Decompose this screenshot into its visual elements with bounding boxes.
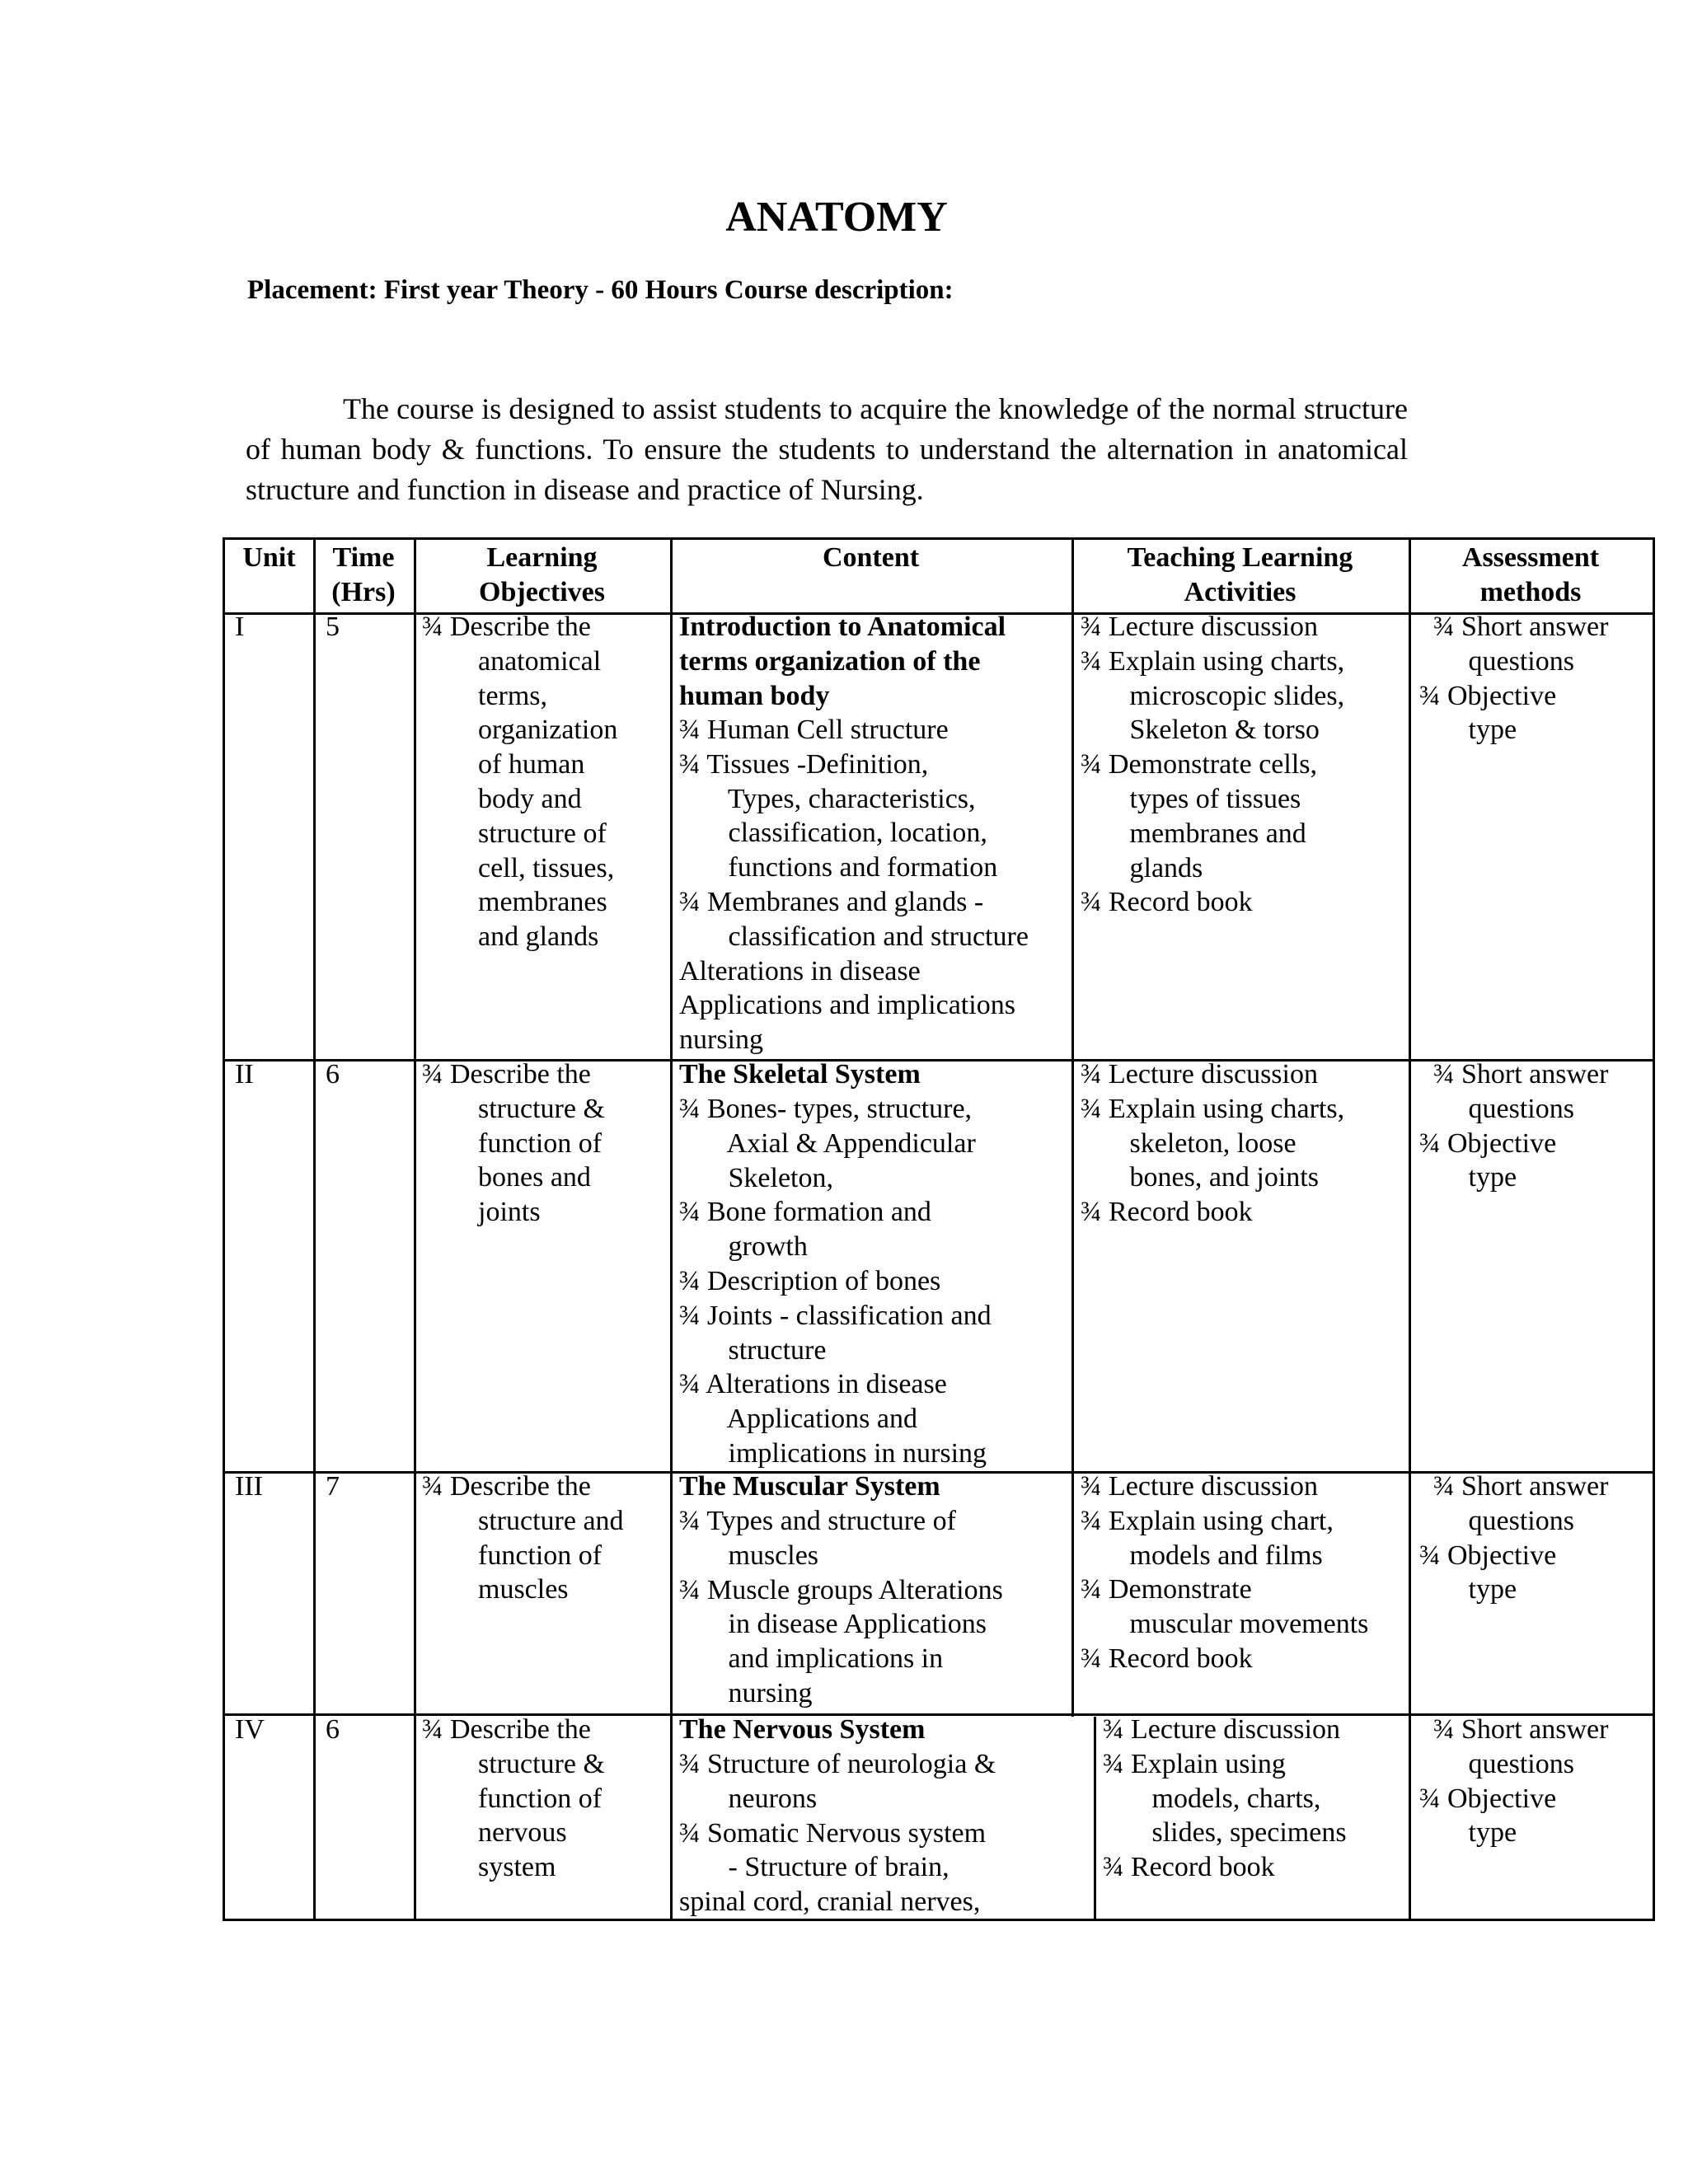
col-divider-5 [1409,540,1411,1919]
row-3-time: 7 [326,1471,340,1502]
row-2-content-body: ¾ Bones- types, structure, Axial & Appendicular Skeleton, ¾ Bone formation and growth ¾ Description of bones ¾ Joints - classification and structure ¾ Alterations in disease Applications and implications in nursing [679,1094,992,1469]
row-3-content-body: ¾ Types and structure of muscles ¾ Muscle groups Alterations in disease Applications and implications in nursing [679,1506,1003,1708]
header-content: Content [822,542,920,573]
header-unit: Unit [242,542,296,573]
row-1-time: 5 [326,612,340,642]
placement-line: Placement: First year Theory - 60 Hours Course description: [247,275,954,305]
row-3-assessment: ¾ Short answer questions ¾ Objective type [1419,1471,1609,1605]
header-time: Time (Hrs) [331,542,396,607]
row-4-unit: IV [235,1714,265,1745]
row-1-objectives: ¾ Describe the anatomical terms, organization of human body and structure of cell, tissues, membranes and glands [422,612,618,953]
col-divider-1 [313,540,316,1919]
header-assessment: Assessment methods [1461,542,1600,607]
row-2-time: 6 [326,1059,340,1090]
col-divider-3 [670,540,673,1919]
row-1-activities: ¾ Lecture discussion ¾ Explain using charts, microscopic slides, Skeleton & torso ¾ Demonstrate cells, types of tissues membranes and glands ¾ Record book [1081,612,1345,918]
row-4-assessment: ¾ Short answer questions ¾ Objective type [1419,1714,1609,1849]
row-3-content-title: The Muscular System [679,1471,940,1502]
row-4-activities: ¾ Lecture discussion ¾ Explain using models, charts, slides, specimens ¾ Record book [1103,1714,1347,1883]
header-objectives: Learning Objectives [479,542,605,607]
row-1-assessment: ¾ Short answer questions ¾ Objective type [1419,612,1609,746]
row-4-content-body: ¾ Structure of neurologia & neurons ¾ Somatic Nervous system - Structure of brain, spinal cord, cranial nerves, [679,1749,996,1918]
course-description: The course is designed to assist students to acquire the knowledge of the normal structure of human body & functions. To ensure the students to understand the alternation in anatomical structure and function in disease and practice of Nursing. [246,392,1408,506]
row-4-content-title: The Nervous System [679,1714,926,1745]
header-activities: Teaching Learning Activities [1127,542,1353,607]
row-4-objectives: ¾ Describe the structure & function of nervous system [422,1714,605,1883]
col-divider-4-lower [1094,1717,1096,1919]
row-3-activities: ¾ Lecture discussion ¾ Explain using chart, models and films ¾ Demonstrate muscular movements ¾ Record book [1081,1471,1369,1674]
col-divider-2 [414,540,416,1919]
document-title: ANATOMY [725,194,948,241]
row-1-unit: I [235,612,245,642]
row-4-time: 6 [326,1714,340,1745]
row-3-unit: III [235,1471,263,1502]
row-1-content-body: ¾ Human Cell structure ¾ Tissues -Definition, Types, characteristics, classification, location, functions and formation ¾ Membranes and glands - classification and structure Alterations in disease Applications and implications nursing [679,715,1029,1056]
row-2-activities: ¾ Lecture discussion ¾ Explain using charts, skeleton, loose bones, and joints ¾ Record book [1081,1059,1345,1228]
row-3-objectives: ¾ Describe the structure and function of muscles [422,1471,624,1605]
col-divider-4 [1071,540,1074,1717]
row-2-unit: II [235,1059,254,1090]
row-1-content-title: Introduction to Anatomical terms organization of the human body [679,612,1006,711]
row-2-assessment: ¾ Short answer questions ¾ Objective type [1419,1059,1609,1193]
row-2-content-title: The Skeletal System [679,1059,921,1090]
row-2-objectives: ¾ Describe the structure & function of bones and joints [422,1059,605,1228]
